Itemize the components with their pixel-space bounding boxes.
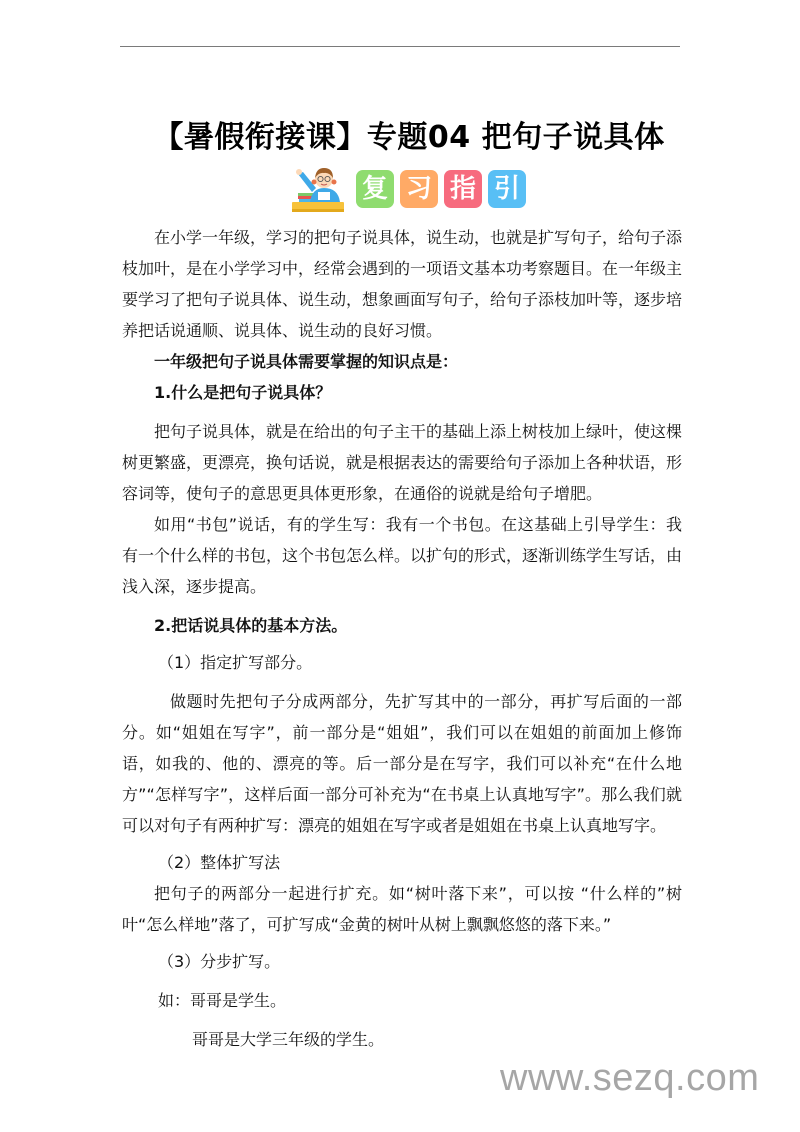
method3-example-line1: 如：哥哥是学生。 — [158, 991, 287, 1010]
watermark: www.sezq.com — [500, 1057, 760, 1099]
section2-heading: 2.把话说具体的基本方法。 — [154, 616, 348, 635]
page-title: 【暑假衔接课】专题04 把句子说具体 — [153, 120, 665, 155]
header-rule — [120, 46, 680, 47]
badge-yin: 引 — [488, 170, 526, 208]
badge-fu: 复 — [356, 170, 394, 208]
method2-paragraph: 把句子的两部分一起进行扩充。如“树叶落下来”，可以按 “什么样的”树叶“怎么样地”落了，可扩写成“金黄的树叶从树上飘飘悠悠的落下来。” — [122, 884, 682, 934]
badge-xi: 习 — [400, 170, 438, 208]
method1-paragraph: 做题时先把句子分成两部分，先扩写其中的一部分，再扩写后面的一部分。如“姐姐在写字”，前一部分是“姐姐”，我们可以在姐姐的前面加上修饰语，如我的、他的、漂亮的等。后一部分是在写字，我们可以补充“在什么地方”“怎样写字”，这样后面一部分可补充为“在书桌上认真地写字”。那么我们就可以对句子有两种扩写：漂亮的姐姐在写字或者是姐姐在书桌上认真地写字。 — [122, 692, 682, 835]
method1-label: （1）指定扩写部分。 — [158, 653, 313, 672]
intro-paragraph: 在小学一年级，学习的把句子说具体，说生动，也就是扩写句子，给句子添枝加叶，是在小学学习中，经常会遇到的一项语文基本功考察题目。在一年级主要学习了把句子说具体、说生动，想象画面写句子，给句子添枝加叶等，逐步培养把话说通顺、说具体、说生动的良好习惯。 — [122, 228, 683, 340]
method3-label: （3）分步扩写。 — [158, 952, 281, 971]
section1-paragraph2: 如用“书包”说话，有的学生写：我有一个书包。在这基础上引导学生：我有一个什么样的书包，这个书包怎么样。以扩句的形式，逐渐训练学生写话，由浅入深，逐步提高。 — [122, 515, 683, 596]
section1-heading: 1.什么是把句子说具体？ — [154, 383, 332, 402]
document-body — [122, 222, 682, 1055]
section1-paragraph1: 把句子说具体，就是在给出的句子主干的基础上添上树枝加上绿叶，使这棵树更繁盛，更漂亮，换句话说，就是根据表达的需要给句子添加上各种状语，形容词等，使句子的意思更具体更形象，在通俗的说就是给句子增肥。 — [122, 422, 683, 503]
method3-example-line2: 哥哥是大学三年级的学生。 — [192, 1030, 385, 1049]
method2-label: （2）整体扩写法 — [158, 853, 281, 872]
knowledge-heading: 一年级把句子说具体需要掌握的知识点是： — [154, 352, 459, 371]
badge-zhi: 指 — [444, 170, 482, 208]
review-guide-banner — [288, 164, 526, 214]
student-reading-icon — [288, 164, 350, 214]
